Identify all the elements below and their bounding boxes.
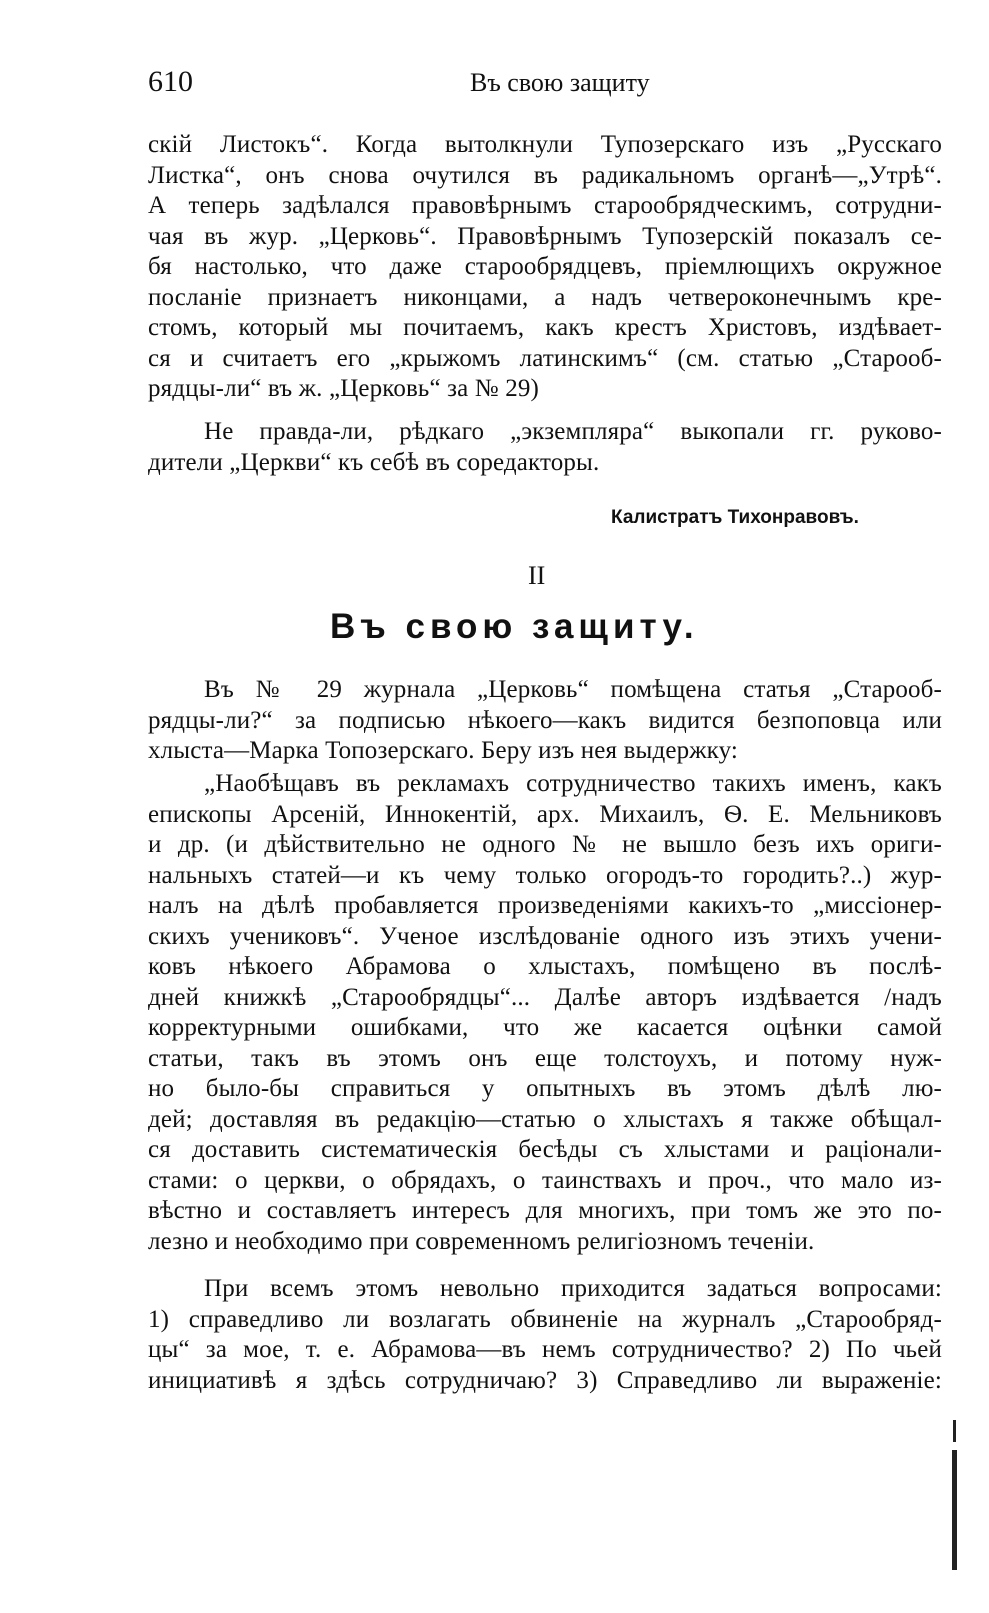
text-line: рядцы-ли?“ за подписью нѣкоего—какъ видится безпоповца или	[148, 706, 942, 734]
text-line: дей; доставляя въ редакцію—статью о хлыстахъ я также обѣщал-	[148, 1105, 942, 1133]
paragraph-5	[148, 1274, 942, 1396]
author-signature: Калистратъ Тихонравовъ.	[611, 507, 859, 528]
text-line: 1) справедливо ли возлагать обвиненіе на журналъ „Старообряд-	[148, 1305, 942, 1333]
paragraph-3	[148, 675, 942, 767]
text-line: вѣстно и составляетъ интересъ для многихъ, при томъ же это по-	[148, 1197, 942, 1224]
text-line: ся доставить систематическія бесѣды съ хлыстами и раціонали-	[148, 1136, 942, 1163]
text-line: Листка“, онъ снова очутился въ радикальномъ органѣ—„Утрѣ“.	[148, 161, 942, 189]
text-line: цы“ за мое, т. е. Абрамова—въ немъ сотрудничество? 2) По чьей	[148, 1336, 942, 1363]
text-line: посланіе признаетъ никонцами, а надъ четвероконечнымъ кре-	[148, 283, 942, 311]
text-line: дители „Церкви“ къ себѣ въ соредакторы.	[148, 448, 600, 476]
text-line: скій Листокъ“. Когда вытолкнули Тупозерскаго изъ „Русскаго	[148, 131, 942, 158]
text-line: стомъ, который мы почитаемъ, какъ крестъ Христовъ, издѣвает-	[148, 314, 942, 341]
quoted-passage	[148, 769, 942, 1257]
text-line: А теперь задѣлался правовѣрнымъ старообрядческимъ, сотрудни-	[148, 192, 942, 219]
text-line: скихъ учениковъ“. Ученое изслѣдованіе одного изъ этихъ учени-	[148, 922, 942, 950]
page-number: 610	[148, 65, 193, 98]
text-line: епископы Арсеній, Иннокентій, арх. Михаилъ, Ѳ. Е. Мельниковъ	[148, 800, 942, 828]
text-line: дней книжкѣ „Старообрядцы“... Далѣе авторъ издѣвается /надъ	[148, 983, 942, 1011]
text-line: ся и считаетъ его „крыжомъ латинскимъ“ (см. статью „Старооб-	[148, 344, 942, 372]
scan-edge-mark	[953, 1420, 956, 1442]
paragraph-1	[148, 130, 942, 405]
text-line: стами: о церкви, о обрядахъ, о таинствахъ и проч., что мало из-	[148, 1166, 942, 1194]
text-line: статьи, такъ въ этомъ онъ еще толстоухъ, и потому нуж-	[148, 1044, 942, 1072]
text-line: ковъ нѣкоего Абрамова о хлыстахъ, помѣщено въ послѣ-	[148, 953, 942, 980]
text-line: чая въ жур. „Церковь“. Правовѣрнымъ Тупозерскій показалъ се-	[148, 222, 942, 250]
paragraph-2	[148, 417, 942, 478]
scan-edge-mark	[952, 1450, 957, 1570]
text-line: нальныхъ статей—и къ чему только огородъ-то городить?..) жур-	[148, 861, 942, 889]
text-line: но было-бы справиться у опытныхъ въ этомъ дѣлѣ лю-	[148, 1075, 942, 1102]
text-line: корректурными ошибками, что же касается оцѣнки самой	[148, 1014, 942, 1041]
text-line: рядцы-ли“ въ ж. „Церковь“ за № 29)	[148, 375, 539, 402]
text-line: инициативѣ я здѣсь сотрудничаю? 3) Справедливо ли выраженіе:	[148, 1366, 942, 1394]
text-line: Въ № 29 журнала „Церковь“ помѣщена статья „Старооб-	[204, 676, 942, 703]
text-line: „Наобѣщавъ въ рекламахъ сотрудничество такихъ именъ, какъ	[204, 770, 942, 797]
section-number: II	[528, 561, 546, 590]
text-line: хлыста—Марка Топозерскаго. Беру изъ нея выдержку:	[148, 737, 739, 764]
running-head: Въ свою защиту	[470, 68, 650, 97]
text-line: налъ на дѣлѣ пробавляется произведеніями какихъ-то „миссіонер-	[148, 892, 942, 919]
text-line: лезно и необходимо при современномъ религіозномъ теченіи.	[148, 1227, 815, 1255]
text-line: Не правда-ли, рѣдкаго „экземпляра“ выкопали гг. руково-	[204, 418, 942, 445]
text-line: При всемъ этомъ невольно приходится задаться вопросами:	[204, 1275, 942, 1302]
section-title: Въ свою защиту.	[330, 607, 699, 646]
text-line: и др. (и дѣйствительно не одного № не вышло безъ ихъ ориги-	[148, 831, 942, 858]
text-line: бя настолько, что даже старообрядцевъ, пріемлющихъ окружное	[148, 253, 942, 280]
